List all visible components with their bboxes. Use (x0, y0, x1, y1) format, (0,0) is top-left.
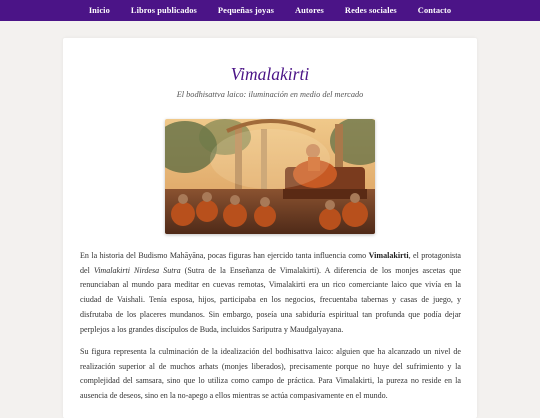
article-subtitle: El bodhisattva laico: iluminación en medio del mercado (176, 90, 364, 99)
nav-link-libros-publicados[interactable]: Libros publicados (130, 6, 197, 15)
article-illustration (165, 119, 375, 234)
paragraph-text: (Sutra de la Enseñanza de Vimalakirti). A diferencia de los monjes ascetas que renunciaban al mundo para meditar en cuevas remotas, Vimalakirti era un rico comerciante laico que vivía en la ciudad de Vaishali. Tenía esposa, hijos, participaba en los negocios, frecuentaba tabernas y casas de juego, y disfrutaba de los placeres mundanos. Sin embargo, poseía una sabiduría espiritual tan profunda que podía dejar perplejos a los grandes discípulos de Buda, incluidos Sariputra y Maudgalyayana. (80, 265, 461, 334)
paragraph-text: En la historia del Budismo Mahāyāna, pocas figuras han ejercido tanta influencia como (80, 251, 369, 260)
paragraph-text: , el protagonista del (80, 251, 461, 275)
nav-link-inicio[interactable]: Inicio (88, 6, 110, 15)
article-title: Vimalakirti (230, 64, 310, 84)
nav-link-redes-sociales[interactable]: Redes sociales (344, 6, 397, 15)
bold-name: Vimalakirti (368, 251, 409, 260)
italic-sutra-title: Vimalakirti Nirdesa Sutra (93, 265, 181, 275)
illustration-icon (165, 119, 375, 234)
nav-link-contacto[interactable]: Contacto (417, 6, 452, 15)
article-paragraph-2: Su figura representa la culminación de la idealización del bodhisattva laico: alguien que ha alcanzado un nivel de realización superior al de muchos arhats (monjes liberados), precisamente porque no huye del sufrimiento y la complejidad del samsara, sino que lo utiliza como campo de práctica. Para Vimalakirti, la pureza no reside en la ausencia de deseos, sino en la no-apego a ellos mientras se actúa compasivamente en el mundo. (80, 347, 461, 401)
article-paragraph-1 (80, 249, 461, 337)
nav-link-pequenas-joyas[interactable]: Pequeñas joyas (217, 6, 274, 15)
nav-link-autores[interactable]: Autores (294, 6, 324, 15)
top-navigation (0, 0, 540, 21)
article-card (63, 38, 477, 418)
